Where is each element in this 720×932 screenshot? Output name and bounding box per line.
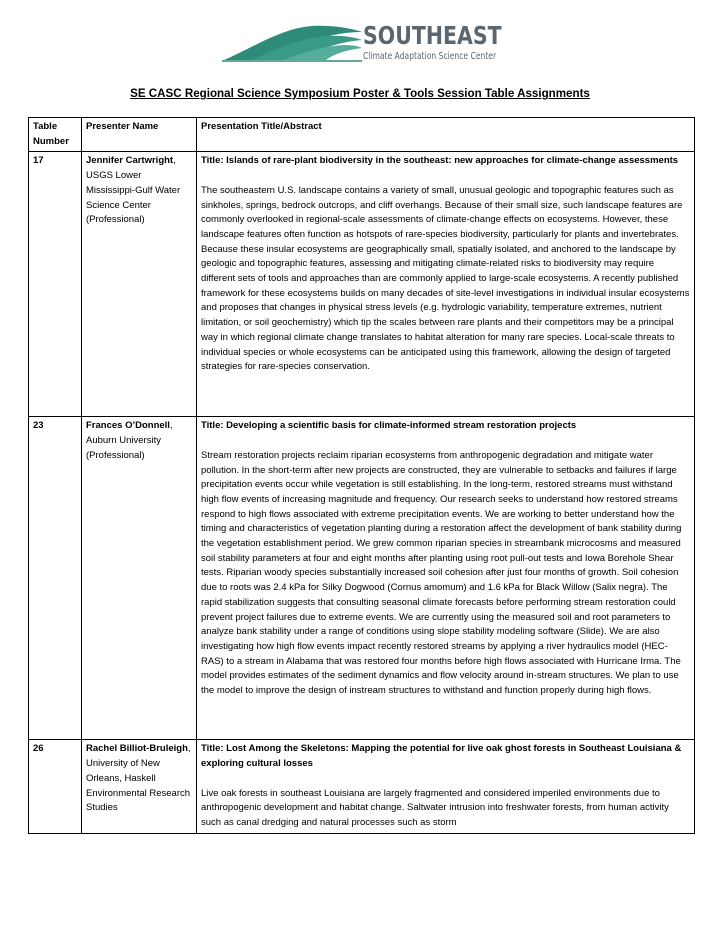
table-row xyxy=(29,417,695,740)
presenter-cell xyxy=(82,417,197,740)
presenter-name: Rachel Billiot-Bruleigh xyxy=(86,743,188,755)
table-row xyxy=(29,152,695,417)
presentation-abstract: Live oak forests in southeast Louisiana are largely fragmented and considered imperiled environments due to anthropogenic development and habitat change. Saltwater intrusion into freshwater forests, from human activity such as canal dredging and natural processes such as storm xyxy=(201,787,669,828)
wave-logo-icon xyxy=(222,18,364,64)
presenter-cell xyxy=(82,152,197,417)
presentation-cell xyxy=(197,417,695,740)
logo-title: SOUTHEAST xyxy=(363,21,502,50)
presenter-affiliation: , Auburn University (Professional) xyxy=(86,420,173,461)
assignments-table xyxy=(28,117,695,834)
table-number-cell: 26 xyxy=(29,740,82,833)
presentation-abstract: The southeastern U.S. landscape contains a variety of small, unusual geologic and topographic features such as sinkholes, springs, bedrock outcrops, and cliff overhangs. Because of their small size, such landscape features are commonly overlooked in regional-scale assessments of climate-change effects on ecosystems. However, these landscape features often function as hotspots of rare-species biodiversity, particularly for plants and invertebrates. Because these insular ecosystems are geographically small, spatially isolated, and anchored to the landscape by geologic and topographic features, assessing and mitigating climate-related risks to biodiversity may require different sets of tools and approaches than are commonly applied to large-scale ecosystems. A recently published framework for these ecosystems builds on many decades of site-level investigations in individual insular ecosystems and proposes that changes in physical stress levels (e.g. hydrologic variability, temperature extremes, nutrient limitation, or soil geochemistry) which tip the scales between rare plants and their competitors may be a principal way in which regional climate change translates to habitat alteration for many rare species. Local-scale threats to individual species or whole ecosystems can be anticipated using this framework, allowing the design of targeted strategies for rare-species conservation. xyxy=(201,184,690,373)
presentation-cell xyxy=(197,152,695,417)
table-row xyxy=(29,740,695,833)
table-number-cell: 23 xyxy=(29,417,82,740)
presenter-affiliation: , University of New Orleans, Haskell Environmental Research Studies xyxy=(86,743,191,814)
header-table-number: Table Number xyxy=(29,118,82,152)
presenter-name: Jennifer Cartwright xyxy=(86,155,174,167)
header-presenter-name: Presenter Name xyxy=(82,118,197,152)
table-number-cell: 17 xyxy=(29,152,82,417)
presenter-cell xyxy=(82,740,197,833)
logo-subtitle: Climate Adaptation Science Center xyxy=(363,51,497,62)
document-title: SE CASC Regional Science Symposium Poster & Tools Session Table Assignments xyxy=(130,87,590,100)
southeast-casc-logo xyxy=(222,18,502,64)
presentation-abstract: Stream restoration projects reclaim riparian ecosystems from anthropogenic degradation and mitigate water pollution. In the short-term after new projects are constructed, they are vulnerable to setbacks and failures if large precipitation events occur while vegetation is still establishing. In the long-term, restored streams must withstand high flow events of increasing magnitude and frequency. Our research seeks to understand how restored streams respond to high flows associated with extreme precipitation events. We are working to better understand how the timing and characteristics of vegetation planting during a restoration affect the development of bank stability during the vegetation establishment period. We grew common riparian species in streambank microcosms and measured soil stability parameters at four and eight months after planting using root pull-out tests and Iowa Borehole Shear tests. Riparian woody species substantially increased soil cohesion after just four months of growth. Soil cohesion due to roots was 2.4 kPa for Silky Dogwood (Cornus amomum) and 1.6 kPa for Black Willow (Salix negra). The rapid stabilization suggests that consulting seasonal climate forecasts before performing stream restoration could prevent project failures due to extreme events. We are currently using the measured soil and root parameters to analyze bank stability under a range of conditions using slope stability modeling software (Slide). We are also investigating how high flow events impact recently restored streams by applying a river hydraulics model (HEC-RAS) to a stream in Alabama that was restored four months before high flows associated with Hurricane Irma. The model provides estimates of the sediment dynamics and flow velocity around in-stream structures. We plan to use the model to improve the design of instream structures to withstand and function properly during high flows. xyxy=(201,449,682,697)
presentation-title: Title: Lost Among the Skeletons: Mapping the potential for live oak ghost forests in Southeast Louisiana & exploring cultural losses xyxy=(201,743,682,770)
header-title-abstract: Presentation Title/Abstract xyxy=(197,118,695,152)
presentation-title: Title: Developing a scientific basis for climate-informed stream restoration projects xyxy=(201,420,577,432)
presentation-cell xyxy=(197,740,695,833)
presenter-affiliation: , USGS Lower Mississippi-Gulf Water Science Center (Professional) xyxy=(86,155,181,226)
presentation-title: Title: Islands of rare-plant biodiversity in the southeast: new approaches for climate-change assessments xyxy=(201,155,679,167)
presenter-name: Frances O’Donnell xyxy=(86,420,170,432)
table-header-row xyxy=(29,118,695,152)
